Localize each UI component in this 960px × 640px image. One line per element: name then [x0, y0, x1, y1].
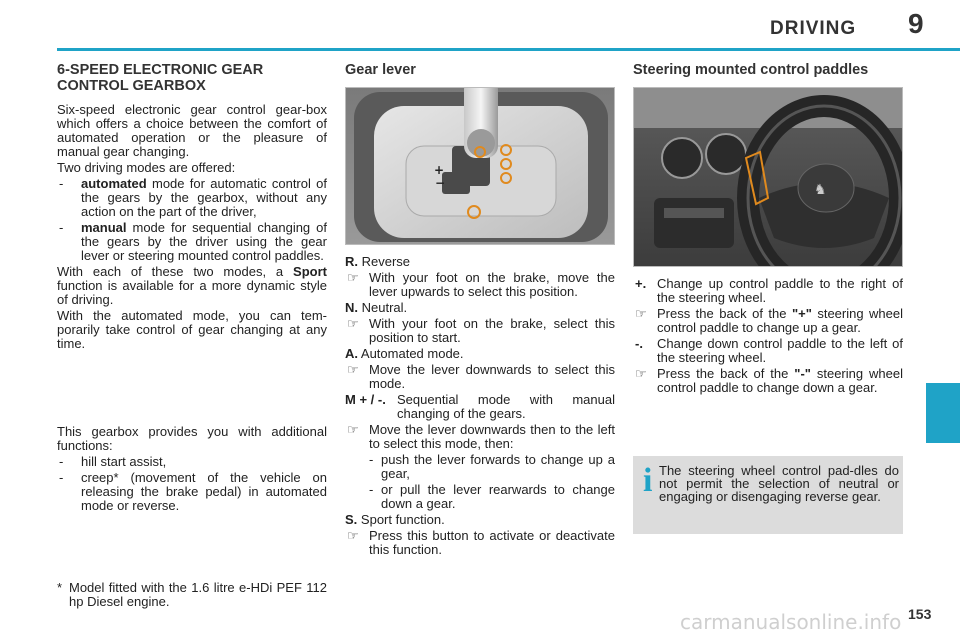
section-heading: Gear lever — [345, 62, 416, 78]
page-number: 153 — [908, 606, 932, 622]
gearbox-intro-column — [57, 62, 327, 515]
list-item: - creep* (movement of the vehicle on releasing the brake pedal) in automated mode or reverse. — [59, 470, 327, 513]
steering-wheel-illustration — [634, 88, 903, 267]
gear-lever-illustration — [346, 88, 615, 245]
modes-intro: Two driving modes are offered: — [57, 160, 236, 175]
intro-paragraph: Six-speed electronic gear control gear-box which offers a choice between the comfort of automated operation or the pleasure of manual gear changing. — [57, 102, 327, 159]
paddle-minus-action: ☞ Press the back of the "-" steering wheel control paddle to change down a gear. — [635, 366, 903, 395]
section-heading: 6-SPEED ELECTRONIC GEAR CONTROL GEARBOX — [57, 62, 264, 94]
watermark: carmanualsonline.info — [680, 610, 902, 634]
additional-functions-intro: This gearbox provides you with additional functions: — [57, 424, 327, 453]
pointing-hand-icon: ☞ — [347, 270, 359, 285]
mode-name: manual — [81, 220, 127, 235]
mode-name: automated — [81, 176, 147, 191]
gear-item-s: S. Sport function. ☞ Press this button to activate or deactivate this function. — [345, 512, 615, 557]
pointing-hand-icon: ☞ — [347, 528, 359, 543]
pointing-hand-icon: ☞ — [347, 316, 359, 331]
footnote: * Model fitted with the 1.6 litre e-HDi PEF 112 hp Diesel engine. — [57, 580, 327, 609]
gear-item-a: A. Automated mode. ☞ Move the lever downwards to select this mode. — [345, 346, 615, 391]
svg-text:+: + — [434, 163, 445, 177]
gear-item-m: M + / -. Sequential mode with manual changing of the gears. ☞ Move the lever downwards then to the left to select this mode, then: - push the lever forwards to change up a gear, - or pull the lever rearwards to change down a gear. — [345, 392, 615, 511]
svg-text:−: − — [435, 176, 446, 190]
info-icon: i — [643, 462, 653, 499]
chapter-title: DRIVING — [770, 18, 857, 39]
info-box — [633, 456, 903, 534]
chapter-number: 9 — [908, 8, 924, 39]
pointing-hand-icon: ☞ — [347, 362, 359, 377]
paddle-plus-action: ☞ Press the back of the "+" steering wheel control paddle to change up a gear. — [635, 306, 903, 335]
mode-description: mode for automatic control of the gears by the gearbox, without any action on the part of the driver, — [81, 176, 327, 219]
gear-item-r: R. Reverse ☞ With your foot on the brake, move the lever upwards to select this position. — [345, 254, 615, 299]
gear-lever-photo — [345, 87, 615, 245]
paddles-column — [633, 62, 903, 397]
paddle-minus-item: -. Change down control paddle to the left of the steering wheel. — [635, 336, 903, 365]
header-rule — [57, 48, 960, 51]
mode-manual: - manual mode for sequential changing of the gears by the driver using the gear lever or steering mounted control paddles. — [59, 220, 327, 263]
steering-wheel-photo — [633, 87, 903, 267]
sport-paragraph: With each of these two modes, a Sport function is available for a more dynamic style of driving. — [57, 264, 327, 307]
list-item: - hill start assist, — [59, 454, 167, 469]
mode-description: mode for sequential changing of the gears by the driver using the gear lever or steering mounted control paddles. — [81, 220, 327, 263]
chapter-side-tab — [926, 383, 960, 443]
pointing-hand-icon: ☞ — [347, 422, 359, 437]
gear-item-n: N. Neutral. ☞ With your foot on the brake, select this position to start. — [345, 300, 615, 345]
automated-paragraph: With the automated mode, you can tem-porarily take control of gear changing at any time. — [57, 308, 327, 351]
section-heading: Steering mounted control paddles — [633, 62, 869, 78]
gear-lever-column — [345, 62, 615, 559]
svg-text:♞: ♞ — [814, 182, 827, 198]
pointing-hand-icon: ☞ — [635, 366, 647, 381]
paddle-plus-item: +. Change up control paddle to the right of the steering wheel. — [635, 276, 903, 305]
mode-automated: - automated mode for automatic control of the gears by the gearbox, without any action on the part of the driver, — [59, 176, 327, 219]
pointing-hand-icon: ☞ — [635, 306, 647, 321]
info-text: The steering wheel control pad-dles do not permit the selection of neutral or engaging or disengaging reverse gear. — [659, 463, 899, 504]
